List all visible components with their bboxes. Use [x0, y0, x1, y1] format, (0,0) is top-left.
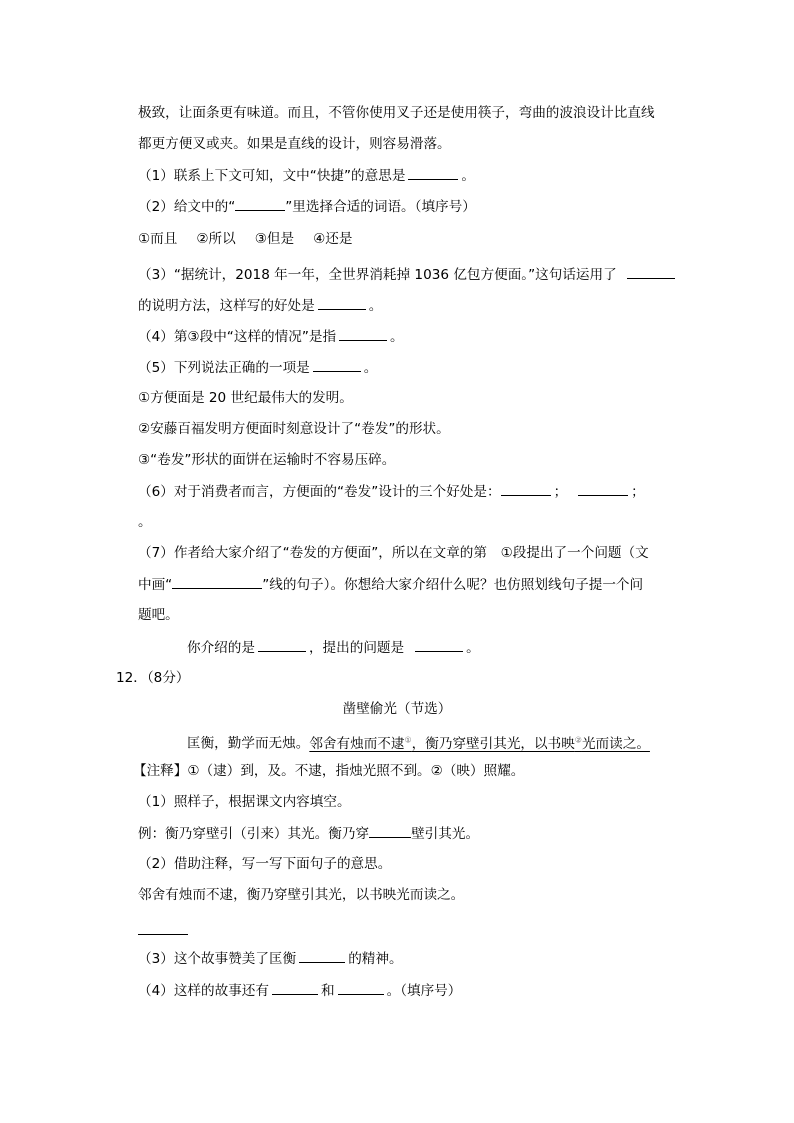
question-3-text-2: 的说明方法，这样写的好处是 — [138, 298, 315, 314]
question-4-end: 。 — [390, 329, 404, 345]
question-6-text: （6）对于消费者而言，方便面的“卷发”设计的三个好处是： — [138, 484, 501, 500]
subquestion-3-text: （3）这个故事赞美了匡衡 — [138, 951, 297, 967]
passage-note: 【注释】①（逮）到，及。不逮，指烛光照不到。②（映）照耀。 — [133, 763, 525, 779]
question-2-end: ”里选择合适的词语。（填序号） — [285, 199, 476, 215]
question-3-line-2 — [138, 295, 678, 316]
question-5-option-1: ①方便面是 20 世纪最伟大的发明。 — [138, 390, 353, 406]
option: ③但是 — [254, 231, 295, 247]
subquestion-3 — [138, 948, 678, 969]
paragraph-line-1: 极致，让面条更有味道。而且，不管你使用叉子还是使用筷子，弯曲的波浪设计比直线 — [138, 105, 655, 121]
subquestion-4-and: 和 — [321, 983, 335, 999]
example-line — [138, 823, 678, 844]
answer-blank[interactable] — [501, 481, 551, 496]
translate-sentence: 邻舍有烛而不逮，衡乃穿壁引其光，以书映光而读之。 — [138, 887, 465, 903]
answer-blank[interactable] — [578, 481, 628, 496]
question-3-text: （3）“据统计，2018 年一年，全世界消耗掉 1036 亿包方便面。”这句话运用了 — [138, 267, 617, 283]
question-3-end: 。 — [368, 298, 383, 314]
question-4 — [138, 326, 678, 347]
answer-blank[interactable] — [415, 637, 463, 652]
question-3-line-1 — [138, 264, 678, 285]
question-7-text-2: ”线的句子）。你想给大家介绍什么呢？也仿照划线句子提一个问 — [262, 577, 644, 593]
question-7-end: 。 — [466, 640, 480, 656]
passage-title: 凿壁偷光（节选） — [342, 701, 452, 717]
answer-blank[interactable] — [338, 980, 384, 995]
question-1-text: （1）联系上下文可知，文中“快捷”的意思是 — [138, 168, 406, 184]
question-5-end: 。 — [363, 360, 378, 376]
question-5-option-2: ②安藤百福发明方便面时刻意设计了“卷发”的形状。 — [138, 421, 450, 437]
question-7-line-1: （7）作者给大家介绍了“卷发的方便面”，所以在文章的第 ①段提出了一个问题（文 — [138, 545, 649, 561]
answer-blank[interactable] — [318, 295, 366, 310]
passage-underlined: 邻舍有烛而不逮①，衡乃穿壁引其光，以书映②光而读之。 — [309, 735, 650, 752]
question-7-line-4 — [187, 637, 727, 658]
answer-blank[interactable] — [235, 196, 285, 211]
question-5-text: （5）下列说法正确的一项是 — [138, 360, 310, 376]
answer-blank[interactable] — [627, 264, 675, 279]
example-text: 例：衡乃穿壁引（引来）其光。衡乃穿 — [138, 826, 370, 842]
question-4-text: （4）第③段中“这样的情况”是指 — [138, 329, 337, 345]
question-2-text: （2）给文中的“ — [138, 199, 236, 215]
answer-blank[interactable] — [138, 934, 188, 935]
question-5-option-3: ③“卷发”形状的面饼在运输时不容易压碎。 — [138, 452, 396, 468]
subquestion-4-text: （4）这样的故事还有 — [138, 983, 269, 999]
option: ①而且 — [138, 231, 178, 247]
subquestion-4 — [138, 980, 678, 1001]
subquestion-3-end: 的精神。 — [348, 951, 403, 967]
passage-plain: 匡衡，勤学而无烛。 — [187, 735, 310, 752]
answer-blank[interactable] — [369, 823, 411, 838]
separator: ； — [631, 484, 645, 500]
answer-blank[interactable] — [408, 165, 458, 180]
passage-text — [187, 730, 727, 754]
question-7-line-3: 题吧。 — [138, 607, 179, 623]
option: ②所以 — [196, 231, 236, 247]
separator: ； — [553, 484, 568, 500]
subquestion-1: （1）照样子，根据课文内容填空。 — [138, 794, 351, 810]
note-marker-1: ① — [404, 735, 412, 744]
question-6 — [138, 481, 678, 502]
note-marker-2: ② — [574, 735, 582, 744]
question-1 — [138, 165, 678, 186]
answer-blank[interactable] — [313, 357, 361, 372]
question-7-line-2 — [138, 574, 678, 595]
question-2-options — [138, 229, 678, 249]
question-1-end: 。 — [461, 168, 476, 184]
underline-sample — [172, 574, 262, 589]
question-label: ，提出的问题是 — [308, 640, 405, 656]
paragraph-line-2: 都更方便叉或夹。如果是直线的设计，则容易滑落。 — [138, 136, 451, 152]
subquestion-2: （2）借助注释，写一写下面句子的意思。 — [138, 856, 392, 872]
question-12-number: 12．（8分） — [116, 670, 190, 686]
question-2 — [138, 196, 678, 217]
answer-blank[interactable] — [258, 637, 306, 652]
answer-blank[interactable] — [339, 326, 387, 341]
example-text-2: 壁引其光。 — [411, 826, 480, 842]
question-6-line-2: 。 — [138, 514, 152, 530]
subquestion-4-end: 。（填序号） — [386, 983, 462, 999]
intro-label: 你介绍的是 — [187, 640, 255, 656]
answer-blank[interactable] — [299, 948, 345, 963]
question-5 — [138, 357, 678, 378]
option: ④还是 — [313, 231, 353, 247]
question-7-text: 中画“ — [138, 577, 173, 593]
answer-blank[interactable] — [272, 980, 318, 995]
